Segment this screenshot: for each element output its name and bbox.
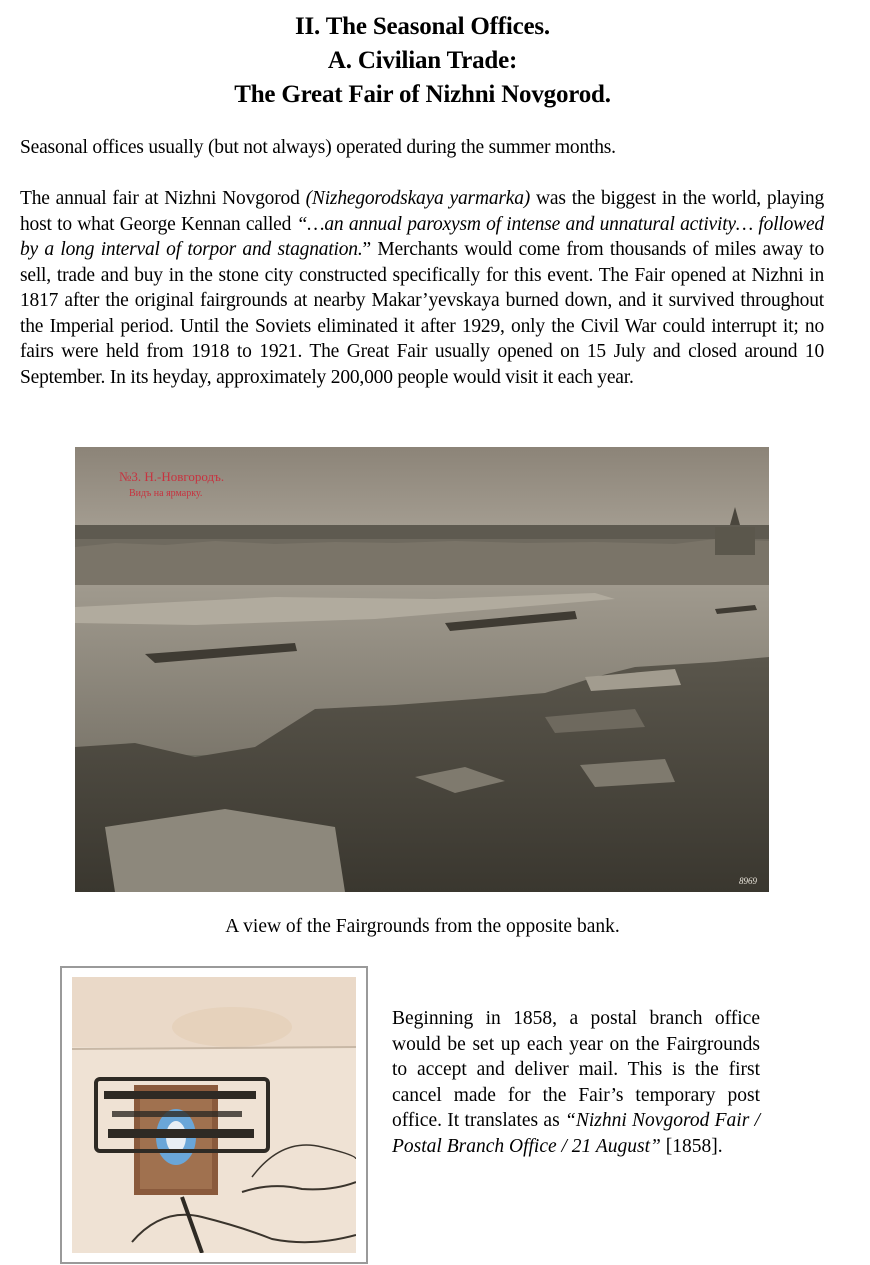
- postal-cover-image: [72, 977, 356, 1253]
- postcard-title-russian: №3. Н.-Новгородъ.: [119, 469, 225, 484]
- page-title-topic: The Great Fair of Nizhni Novgorod.: [234, 81, 611, 108]
- page-title-section: II. The Seasonal Offices.: [295, 13, 550, 40]
- intro-text: Seasonal offices usually (but not always) operated during the summer months.: [20, 137, 616, 158]
- cover-description: [392, 1006, 760, 1159]
- para-italic-term: (Nizhegorodskaya yarmarka): [305, 188, 531, 209]
- page-title-subsection: A. Civilian Trade:: [327, 47, 518, 74]
- fairgrounds-postcard-image: [75, 447, 769, 892]
- main-paragraph: [20, 186, 824, 390]
- cover-text-2: [1858].: [660, 1135, 723, 1157]
- para-text-1: The annual fair at Nizhni Novgorod: [20, 188, 306, 209]
- postcard-corner-number: 8969: [739, 876, 757, 886]
- postcard-subtitle-russian: Видъ на ярмарку.: [129, 488, 203, 499]
- cancel-translation: “Nizhni Novgorod Fair / Postal Branch Office / 21 August”: [392, 1110, 760, 1157]
- cover-text-1: Beginning in 1858, a postal branch office would be set up each year on the Fairgrounds to accept and deliver mail. This is the first cancel made for the Fair’s temporary post office. It translates as: [392, 1008, 760, 1131]
- stamp: [134, 1085, 218, 1195]
- para-text-3: ” Merchants would come from thousands of miles away to sell, trade and buy in the stone city constructed specifically for this event. The Fair opened at Nizhni in 1817 after the original fairgrounds at nearby Makar’yevskaya burned down, and it survived throughout the Imperial period. Until the Soviets eliminated it after 1929, only the Civil War could interrupt it; no fairs were held from 1918 to 1921. The Great Fair usually opened on 15 July and closed around 10 September. In its heyday, approximately 200,000 people would visit it each year.: [20, 239, 824, 388]
- para-text-2: was the biggest in the world, playing host to what George Kennan called: [20, 188, 825, 235]
- postcard-caption: A view of the Fairgrounds from the opposite bank.: [225, 916, 620, 937]
- kennan-quote: “…an annual paroxysm of intense and unnatural activity… followed by a long interval of torpor and stagnation.: [20, 213, 824, 260]
